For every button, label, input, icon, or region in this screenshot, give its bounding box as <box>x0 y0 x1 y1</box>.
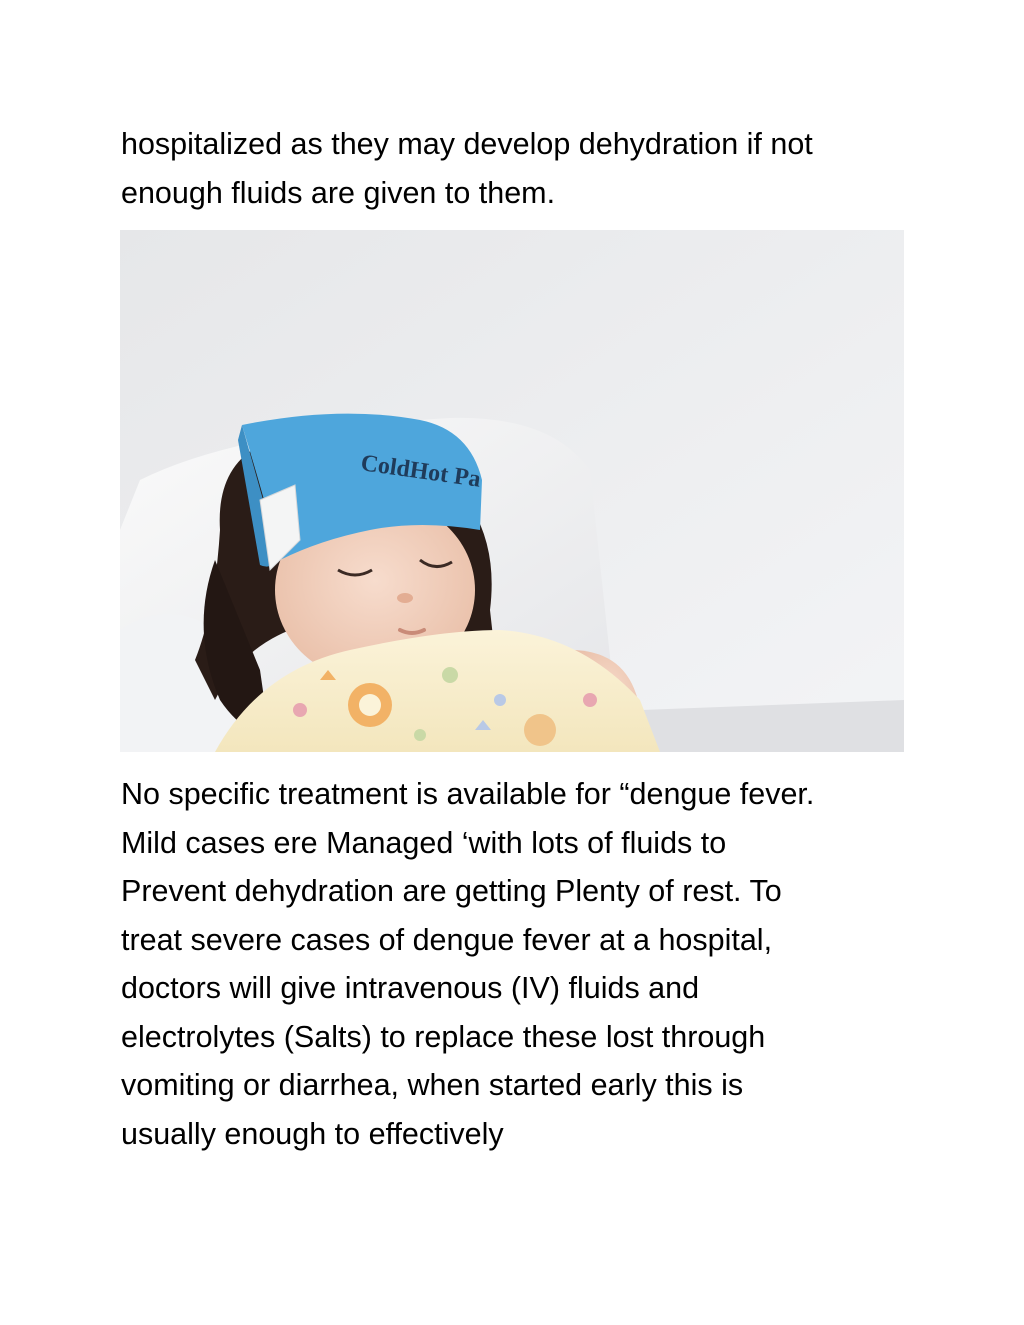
text-line: electrolytes (Salts) to replace these lost through <box>121 1019 766 1054</box>
text-line: treat severe cases of dengue fever at a hospital, <box>121 922 773 957</box>
text-line: doctors will give intravenous (IV) fluids and <box>121 971 700 1005</box>
paragraph-bottom <box>121 770 921 1158</box>
text-line: Prevent dehydration are getting Plenty of rest. To <box>121 874 782 908</box>
paragraph-top <box>121 120 921 217</box>
text-line: usually enough to effectively <box>121 1116 504 1151</box>
text-line: Mild cases ere Managed ‘with lots of fluids to <box>121 825 727 860</box>
text-line: hospitalized as they may develop dehydration if not <box>121 127 813 161</box>
text-line: No specific treatment is available for “dengue fever. <box>121 777 815 811</box>
text-line: enough fluids are given to them. <box>121 175 556 210</box>
sick-child-photo <box>120 230 904 752</box>
text-line: vomiting or diarrhea, when started early this is <box>121 1068 744 1102</box>
cold-pack-label: ColdHot Pa <box>359 450 483 493</box>
